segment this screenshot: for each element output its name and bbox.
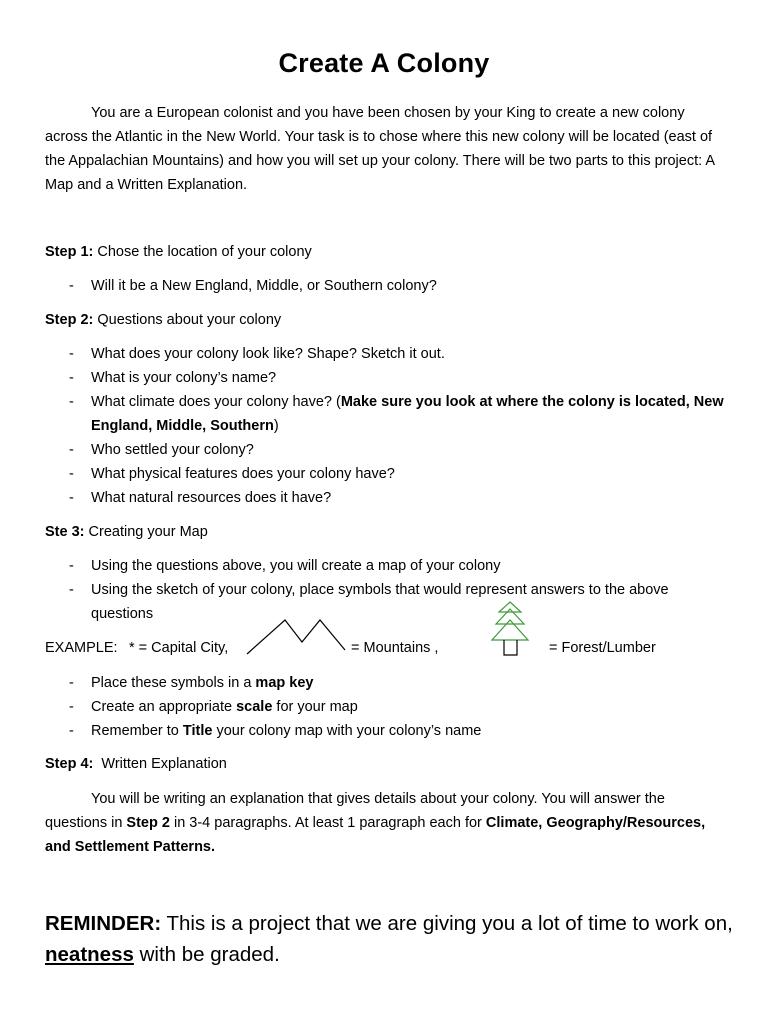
map-key-bold: map key	[255, 675, 314, 691]
step4-label: Step 4:	[45, 756, 94, 772]
explanation-text-1: You will be writing an explanation that gives details about your colony. You will answer the questions in	[45, 791, 665, 831]
forest-tree-icon	[488, 600, 532, 660]
list-item: - Who settled your colony?	[45, 438, 725, 462]
list-item: - What natural resources does it have?	[45, 486, 725, 510]
capital-city-text: * = Capital City,	[129, 640, 229, 656]
map-instructions-list	[45, 671, 725, 743]
map-key-pre: Place these symbols in a	[91, 675, 256, 691]
reminder-label: REMINDER:	[45, 912, 162, 935]
step1-heading	[45, 242, 312, 262]
step4-heading	[45, 754, 227, 774]
scale-pre: Create an appropriate	[91, 699, 237, 715]
step3-text: Creating your Map	[84, 524, 208, 540]
explanation-bold-2: Climate, Geography/Resources, and Settlement Patterns.	[45, 815, 706, 855]
title-pre: Remember to	[91, 723, 183, 739]
mountains-icon	[245, 617, 350, 657]
list-item: - What is your colony’s name?	[45, 366, 725, 390]
example-label: EXAMPLE:	[45, 640, 118, 656]
intro-text: You are a European colonist and you have been chosen by your King to create a new colony across the Atlantic in the New World. Your task is to chose where this new colony will be located (east of the Appalachian Mountains) and how you will set up your colony. There will be two parts to this project: A Map and a Written Explanation.	[45, 105, 715, 193]
list-item: - Using the questions above, you will create a map of your colony	[45, 554, 725, 578]
reminder-paragraph	[45, 908, 735, 970]
explanation-paragraph	[45, 787, 725, 859]
step1-list	[45, 274, 725, 298]
step2-list	[45, 342, 725, 510]
step1-text: Chose the location of your colony	[93, 244, 312, 260]
explanation-text-2: in 3-4 paragraphs. At least 1 paragraph each for	[169, 815, 486, 831]
title-bold: Title	[182, 723, 213, 739]
climate-post: )	[273, 418, 279, 434]
title-post: your colony map with your colony’s name	[212, 723, 482, 739]
list-item: - Will it be a New England, Middle, or Southern colony?	[45, 274, 725, 298]
list-item-scale	[45, 695, 725, 719]
map-symbol-example	[45, 637, 735, 671]
step1-label: Step 1:	[45, 244, 94, 260]
list-item: - What physical features does your colony have?	[45, 462, 725, 486]
reminder-text: This is a project that we are giving you a lot of time to work on,	[161, 912, 733, 935]
explanation-bold-1: Step 2	[126, 815, 170, 831]
mountains-text: = Mountains ,	[351, 640, 439, 656]
step3-heading	[45, 522, 208, 542]
scale-post: for your map	[272, 699, 358, 715]
list-item-map-key	[45, 671, 725, 695]
step2-text: Questions about your colony	[93, 312, 282, 328]
intro-paragraph	[45, 101, 725, 197]
scale-bold: scale	[236, 699, 273, 715]
forest-text: = Forest/Lumber	[549, 640, 656, 656]
step3-list	[45, 554, 725, 626]
reminder-post: with be graded.	[133, 943, 280, 966]
step2-heading	[45, 310, 281, 330]
page-title: Create A Colony	[278, 48, 490, 78]
list-item-climate	[45, 390, 725, 438]
step4-text: Written Explanation	[93, 756, 227, 772]
reminder-underlined: neatness	[45, 943, 134, 966]
climate-bold: Make sure you look at where the colony is located, New England, Middle, Southern	[91, 394, 724, 434]
climate-pre: What climate does your colony have? (	[91, 394, 341, 410]
step2-label: Step 2:	[45, 312, 94, 328]
step3-label: Ste 3:	[45, 524, 85, 540]
list-item-title	[45, 719, 725, 743]
list-item: - What does your colony look like? Shape? Sketch it out.	[45, 342, 725, 366]
list-item: - Using the sketch of your colony, place symbols that would represent answers to the above questions	[45, 578, 725, 626]
